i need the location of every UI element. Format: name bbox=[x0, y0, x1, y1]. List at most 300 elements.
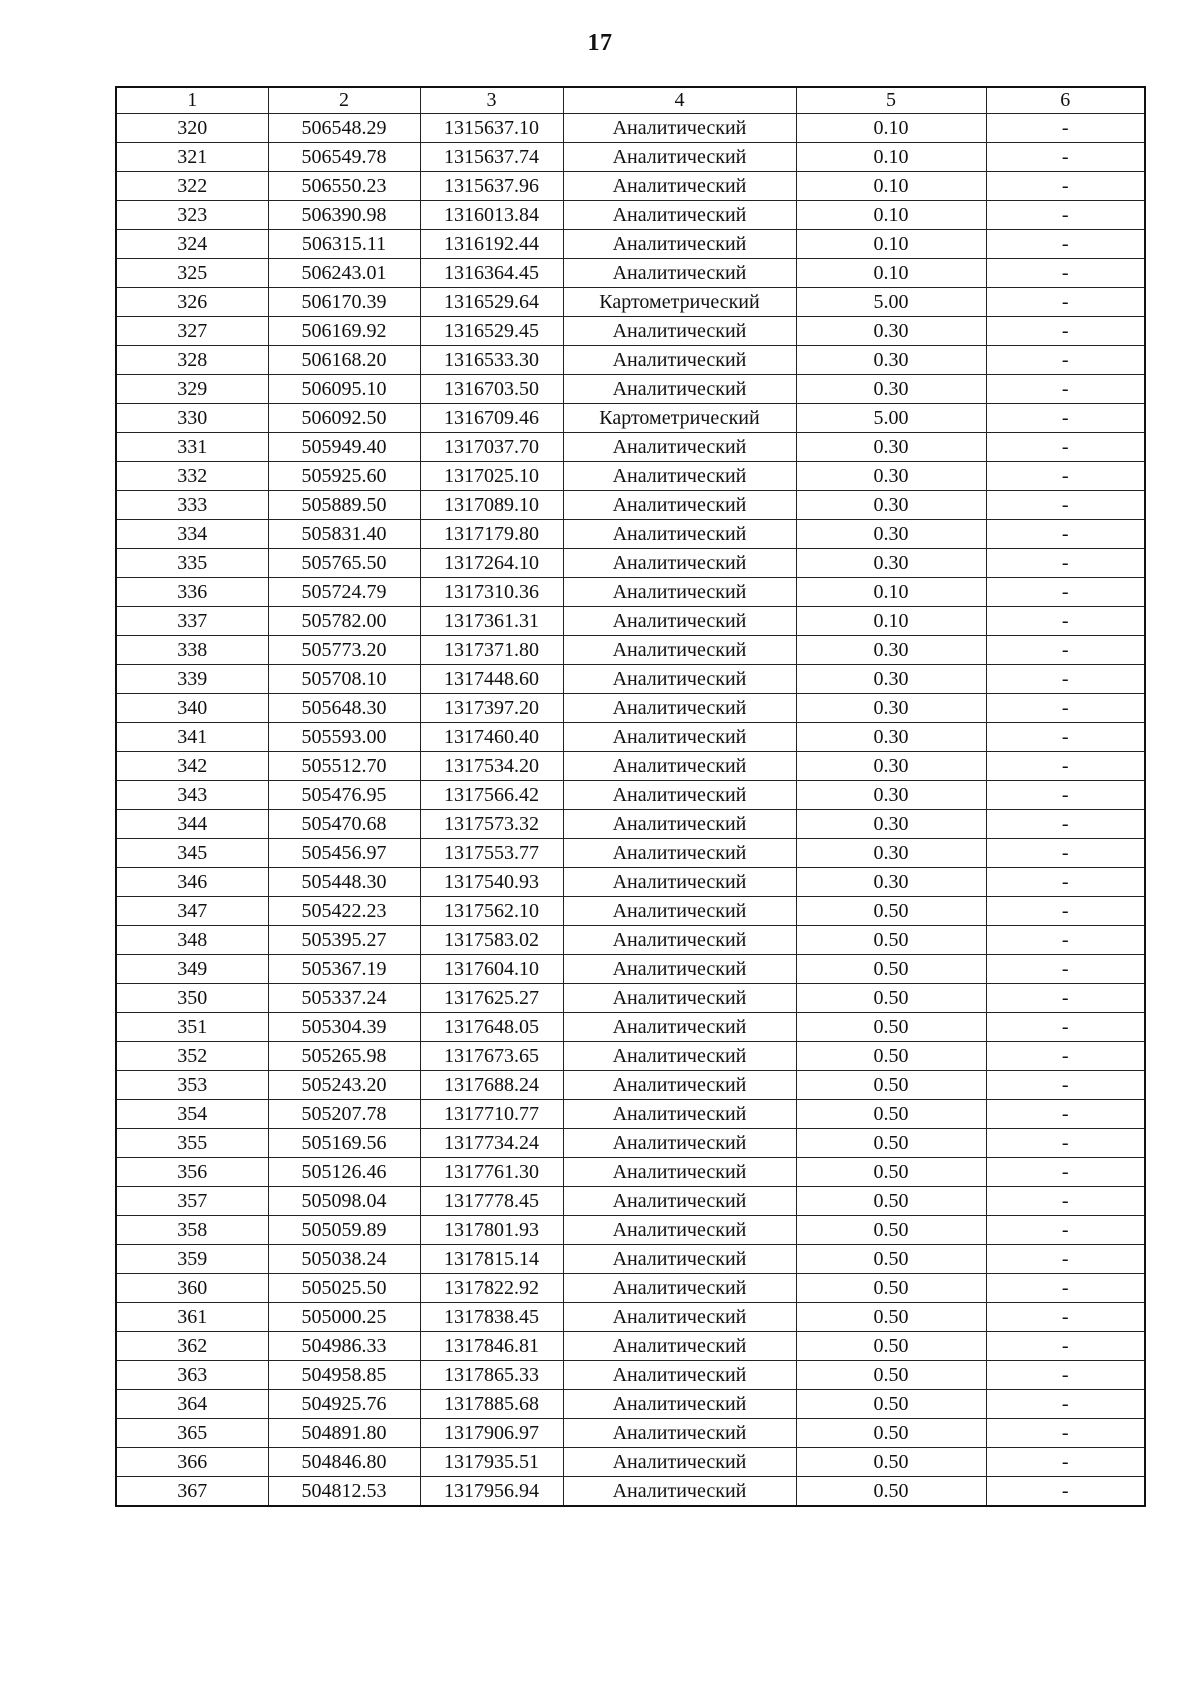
y-coordinate-cell: 1317553.77 bbox=[420, 839, 563, 868]
x-coordinate-cell: 505025.50 bbox=[268, 1274, 420, 1303]
accuracy-cell: 0.10 bbox=[796, 578, 986, 607]
y-coordinate-cell: 1317815.14 bbox=[420, 1245, 563, 1274]
note-cell: - bbox=[986, 810, 1145, 839]
table-row bbox=[116, 346, 1145, 375]
accuracy-cell: 0.30 bbox=[796, 491, 986, 520]
table-row bbox=[116, 1042, 1145, 1071]
point-number-cell: 349 bbox=[116, 955, 268, 984]
page-number: 17 bbox=[587, 30, 613, 56]
y-coordinate-cell: 1315637.74 bbox=[420, 143, 563, 172]
table-row bbox=[116, 984, 1145, 1013]
y-coordinate-cell: 1317025.10 bbox=[420, 462, 563, 491]
note-cell: - bbox=[986, 578, 1145, 607]
method-cell: Аналитический bbox=[563, 346, 796, 375]
accuracy-cell: 0.10 bbox=[796, 259, 986, 288]
table-header bbox=[116, 87, 1145, 114]
x-coordinate-cell: 504891.80 bbox=[268, 1419, 420, 1448]
x-coordinate-cell: 505648.30 bbox=[268, 694, 420, 723]
point-number-cell: 342 bbox=[116, 752, 268, 781]
y-coordinate-cell: 1317460.40 bbox=[420, 723, 563, 752]
note-cell: - bbox=[986, 143, 1145, 172]
point-number-cell: 341 bbox=[116, 723, 268, 752]
table-body bbox=[116, 114, 1145, 1507]
point-number-cell: 357 bbox=[116, 1187, 268, 1216]
note-cell: - bbox=[986, 1361, 1145, 1390]
method-cell: Аналитический bbox=[563, 1013, 796, 1042]
accuracy-cell: 0.30 bbox=[796, 317, 986, 346]
method-cell: Аналитический bbox=[563, 1245, 796, 1274]
note-cell: - bbox=[986, 1245, 1145, 1274]
point-number-cell: 329 bbox=[116, 375, 268, 404]
table-row bbox=[116, 375, 1145, 404]
method-cell: Аналитический bbox=[563, 694, 796, 723]
point-number-cell: 359 bbox=[116, 1245, 268, 1274]
method-cell: Аналитический bbox=[563, 781, 796, 810]
table-row bbox=[116, 1332, 1145, 1361]
point-number-cell: 321 bbox=[116, 143, 268, 172]
y-coordinate-cell: 1317778.45 bbox=[420, 1187, 563, 1216]
note-cell: - bbox=[986, 404, 1145, 433]
accuracy-cell: 0.50 bbox=[796, 1390, 986, 1419]
accuracy-cell: 0.10 bbox=[796, 230, 986, 259]
accuracy-cell: 0.50 bbox=[796, 1448, 986, 1477]
x-coordinate-cell: 505265.98 bbox=[268, 1042, 420, 1071]
note-cell: - bbox=[986, 607, 1145, 636]
point-number-cell: 331 bbox=[116, 433, 268, 462]
note-cell: - bbox=[986, 781, 1145, 810]
x-coordinate-cell: 506550.23 bbox=[268, 172, 420, 201]
note-cell: - bbox=[986, 723, 1145, 752]
point-number-cell: 348 bbox=[116, 926, 268, 955]
x-coordinate-cell: 505395.27 bbox=[268, 926, 420, 955]
table-row bbox=[116, 317, 1145, 346]
method-cell: Аналитический bbox=[563, 1274, 796, 1303]
x-coordinate-cell: 506169.92 bbox=[268, 317, 420, 346]
point-number-cell: 327 bbox=[116, 317, 268, 346]
point-number-cell: 346 bbox=[116, 868, 268, 897]
note-cell: - bbox=[986, 230, 1145, 259]
accuracy-cell: 0.50 bbox=[796, 955, 986, 984]
accuracy-cell: 0.50 bbox=[796, 926, 986, 955]
x-coordinate-cell: 505448.30 bbox=[268, 868, 420, 897]
table-row bbox=[116, 259, 1145, 288]
y-coordinate-cell: 1317935.51 bbox=[420, 1448, 563, 1477]
accuracy-cell: 0.30 bbox=[796, 723, 986, 752]
note-cell: - bbox=[986, 839, 1145, 868]
accuracy-cell: 0.10 bbox=[796, 114, 986, 143]
point-number-cell: 323 bbox=[116, 201, 268, 230]
note-cell: - bbox=[986, 1332, 1145, 1361]
y-coordinate-cell: 1317838.45 bbox=[420, 1303, 563, 1332]
point-number-cell: 325 bbox=[116, 259, 268, 288]
x-coordinate-cell: 505367.19 bbox=[268, 955, 420, 984]
table-row bbox=[116, 1100, 1145, 1129]
table-row bbox=[116, 1158, 1145, 1187]
table-row bbox=[116, 665, 1145, 694]
y-coordinate-cell: 1317037.70 bbox=[420, 433, 563, 462]
table-row bbox=[116, 1187, 1145, 1216]
accuracy-cell: 5.00 bbox=[796, 404, 986, 433]
note-cell: - bbox=[986, 433, 1145, 462]
x-coordinate-cell: 504812.53 bbox=[268, 1477, 420, 1507]
method-cell: Аналитический bbox=[563, 549, 796, 578]
point-number-cell: 336 bbox=[116, 578, 268, 607]
x-coordinate-cell: 505337.24 bbox=[268, 984, 420, 1013]
x-coordinate-cell: 504958.85 bbox=[268, 1361, 420, 1390]
y-coordinate-cell: 1317885.68 bbox=[420, 1390, 563, 1419]
table-row bbox=[116, 143, 1145, 172]
x-coordinate-cell: 506243.01 bbox=[268, 259, 420, 288]
method-cell: Аналитический bbox=[563, 230, 796, 259]
method-cell: Аналитический bbox=[563, 984, 796, 1013]
note-cell: - bbox=[986, 1448, 1145, 1477]
note-cell: - bbox=[986, 549, 1145, 578]
table-row bbox=[116, 201, 1145, 230]
point-number-cell: 367 bbox=[116, 1477, 268, 1507]
accuracy-cell: 0.50 bbox=[796, 897, 986, 926]
header-cell-2: 2 bbox=[268, 87, 420, 114]
point-number-cell: 340 bbox=[116, 694, 268, 723]
x-coordinate-cell: 505708.10 bbox=[268, 665, 420, 694]
y-coordinate-cell: 1317956.94 bbox=[420, 1477, 563, 1507]
x-coordinate-cell: 506315.11 bbox=[268, 230, 420, 259]
x-coordinate-cell: 505059.89 bbox=[268, 1216, 420, 1245]
table-row bbox=[116, 1448, 1145, 1477]
note-cell: - bbox=[986, 955, 1145, 984]
x-coordinate-cell: 505000.25 bbox=[268, 1303, 420, 1332]
note-cell: - bbox=[986, 201, 1145, 230]
method-cell: Аналитический bbox=[563, 1477, 796, 1507]
point-number-cell: 338 bbox=[116, 636, 268, 665]
y-coordinate-cell: 1317566.42 bbox=[420, 781, 563, 810]
table-row bbox=[116, 1477, 1145, 1507]
accuracy-cell: 0.30 bbox=[796, 636, 986, 665]
note-cell: - bbox=[986, 752, 1145, 781]
x-coordinate-cell: 506170.39 bbox=[268, 288, 420, 317]
point-number-cell: 360 bbox=[116, 1274, 268, 1303]
method-cell: Аналитический bbox=[563, 897, 796, 926]
point-number-cell: 358 bbox=[116, 1216, 268, 1245]
x-coordinate-cell: 505098.04 bbox=[268, 1187, 420, 1216]
method-cell: Аналитический bbox=[563, 1187, 796, 1216]
table-row bbox=[116, 578, 1145, 607]
table-row bbox=[116, 955, 1145, 984]
y-coordinate-cell: 1317710.77 bbox=[420, 1100, 563, 1129]
accuracy-cell: 0.50 bbox=[796, 1477, 986, 1507]
point-number-cell: 320 bbox=[116, 114, 268, 143]
point-number-cell: 326 bbox=[116, 288, 268, 317]
method-cell: Аналитический bbox=[563, 259, 796, 288]
table-row bbox=[116, 810, 1145, 839]
y-coordinate-cell: 1317648.05 bbox=[420, 1013, 563, 1042]
point-number-cell: 361 bbox=[116, 1303, 268, 1332]
x-coordinate-cell: 506095.10 bbox=[268, 375, 420, 404]
x-coordinate-cell: 505925.60 bbox=[268, 462, 420, 491]
accuracy-cell: 0.10 bbox=[796, 143, 986, 172]
method-cell: Аналитический bbox=[563, 926, 796, 955]
y-coordinate-cell: 1317573.32 bbox=[420, 810, 563, 839]
point-number-cell: 328 bbox=[116, 346, 268, 375]
point-number-cell: 343 bbox=[116, 781, 268, 810]
accuracy-cell: 0.50 bbox=[796, 1013, 986, 1042]
table-row bbox=[116, 839, 1145, 868]
y-coordinate-cell: 1315637.10 bbox=[420, 114, 563, 143]
accuracy-cell: 0.50 bbox=[796, 1361, 986, 1390]
table-row bbox=[116, 1419, 1145, 1448]
table-row bbox=[116, 1274, 1145, 1303]
x-coordinate-cell: 506549.78 bbox=[268, 143, 420, 172]
y-coordinate-cell: 1317397.20 bbox=[420, 694, 563, 723]
table-row bbox=[116, 694, 1145, 723]
x-coordinate-cell: 505422.23 bbox=[268, 897, 420, 926]
method-cell: Картометрический bbox=[563, 288, 796, 317]
y-coordinate-cell: 1317865.33 bbox=[420, 1361, 563, 1390]
accuracy-cell: 0.50 bbox=[796, 1274, 986, 1303]
accuracy-cell: 0.50 bbox=[796, 1187, 986, 1216]
point-number-cell: 332 bbox=[116, 462, 268, 491]
table-row bbox=[116, 1390, 1145, 1419]
accuracy-cell: 0.30 bbox=[796, 520, 986, 549]
table-row bbox=[116, 1013, 1145, 1042]
table-row bbox=[116, 1216, 1145, 1245]
accuracy-cell: 0.10 bbox=[796, 607, 986, 636]
y-coordinate-cell: 1317822.92 bbox=[420, 1274, 563, 1303]
table-row bbox=[116, 1245, 1145, 1274]
x-coordinate-cell: 505169.56 bbox=[268, 1129, 420, 1158]
method-cell: Аналитический bbox=[563, 607, 796, 636]
note-cell: - bbox=[986, 288, 1145, 317]
table-row bbox=[116, 607, 1145, 636]
method-cell: Аналитический bbox=[563, 172, 796, 201]
table-row bbox=[116, 230, 1145, 259]
y-coordinate-cell: 1317688.24 bbox=[420, 1071, 563, 1100]
accuracy-cell: 0.30 bbox=[796, 839, 986, 868]
y-coordinate-cell: 1317361.31 bbox=[420, 607, 563, 636]
method-cell: Аналитический bbox=[563, 201, 796, 230]
note-cell: - bbox=[986, 636, 1145, 665]
accuracy-cell: 0.50 bbox=[796, 1158, 986, 1187]
x-coordinate-cell: 505889.50 bbox=[268, 491, 420, 520]
accuracy-cell: 0.30 bbox=[796, 781, 986, 810]
point-number-cell: 356 bbox=[116, 1158, 268, 1187]
x-coordinate-cell: 506548.29 bbox=[268, 114, 420, 143]
y-coordinate-cell: 1316529.45 bbox=[420, 317, 563, 346]
note-cell: - bbox=[986, 1187, 1145, 1216]
table-row bbox=[116, 491, 1145, 520]
table-row bbox=[116, 1071, 1145, 1100]
accuracy-cell: 0.50 bbox=[796, 1129, 986, 1158]
method-cell: Аналитический bbox=[563, 1448, 796, 1477]
method-cell: Аналитический bbox=[563, 955, 796, 984]
x-coordinate-cell: 505207.78 bbox=[268, 1100, 420, 1129]
header-cell-1: 1 bbox=[116, 87, 268, 114]
point-number-cell: 333 bbox=[116, 491, 268, 520]
y-coordinate-cell: 1317264.10 bbox=[420, 549, 563, 578]
accuracy-cell: 0.30 bbox=[796, 752, 986, 781]
accuracy-cell: 0.50 bbox=[796, 1303, 986, 1332]
x-coordinate-cell: 506092.50 bbox=[268, 404, 420, 433]
table-row bbox=[116, 1361, 1145, 1390]
note-cell: - bbox=[986, 1390, 1145, 1419]
method-cell: Аналитический bbox=[563, 1361, 796, 1390]
accuracy-cell: 0.50 bbox=[796, 1332, 986, 1361]
y-coordinate-cell: 1317673.65 bbox=[420, 1042, 563, 1071]
method-cell: Аналитический bbox=[563, 839, 796, 868]
x-coordinate-cell: 505831.40 bbox=[268, 520, 420, 549]
method-cell: Аналитический bbox=[563, 636, 796, 665]
method-cell: Аналитический bbox=[563, 1216, 796, 1245]
header-row bbox=[116, 87, 1145, 114]
note-cell: - bbox=[986, 665, 1145, 694]
method-cell: Аналитический bbox=[563, 1042, 796, 1071]
x-coordinate-cell: 505243.20 bbox=[268, 1071, 420, 1100]
x-coordinate-cell: 506168.20 bbox=[268, 346, 420, 375]
header-cell-6: 6 bbox=[986, 87, 1145, 114]
point-number-cell: 344 bbox=[116, 810, 268, 839]
point-number-cell: 322 bbox=[116, 172, 268, 201]
accuracy-cell: 0.50 bbox=[796, 1245, 986, 1274]
method-cell: Аналитический bbox=[563, 1100, 796, 1129]
table-row bbox=[116, 433, 1145, 462]
y-coordinate-cell: 1317371.80 bbox=[420, 636, 563, 665]
x-coordinate-cell: 505470.68 bbox=[268, 810, 420, 839]
method-cell: Аналитический bbox=[563, 1071, 796, 1100]
point-number-cell: 352 bbox=[116, 1042, 268, 1071]
method-cell: Аналитический bbox=[563, 491, 796, 520]
point-number-cell: 354 bbox=[116, 1100, 268, 1129]
point-number-cell: 350 bbox=[116, 984, 268, 1013]
table-row bbox=[116, 897, 1145, 926]
point-number-cell: 366 bbox=[116, 1448, 268, 1477]
x-coordinate-cell: 505512.70 bbox=[268, 752, 420, 781]
method-cell: Аналитический bbox=[563, 810, 796, 839]
table-row bbox=[116, 462, 1145, 491]
note-cell: - bbox=[986, 984, 1145, 1013]
note-cell: - bbox=[986, 1071, 1145, 1100]
x-coordinate-cell: 505476.95 bbox=[268, 781, 420, 810]
accuracy-cell: 0.50 bbox=[796, 1042, 986, 1071]
note-cell: - bbox=[986, 317, 1145, 346]
point-number-cell: 362 bbox=[116, 1332, 268, 1361]
x-coordinate-cell: 505126.46 bbox=[268, 1158, 420, 1187]
point-number-cell: 334 bbox=[116, 520, 268, 549]
table-row bbox=[116, 1129, 1145, 1158]
note-cell: - bbox=[986, 520, 1145, 549]
note-cell: - bbox=[986, 1216, 1145, 1245]
x-coordinate-cell: 505765.50 bbox=[268, 549, 420, 578]
x-coordinate-cell: 505782.00 bbox=[268, 607, 420, 636]
x-coordinate-cell: 504925.76 bbox=[268, 1390, 420, 1419]
y-coordinate-cell: 1317846.81 bbox=[420, 1332, 563, 1361]
point-number-cell: 339 bbox=[116, 665, 268, 694]
coordinates-table bbox=[115, 86, 1146, 1507]
table-row bbox=[116, 723, 1145, 752]
method-cell: Аналитический bbox=[563, 1158, 796, 1187]
y-coordinate-cell: 1317448.60 bbox=[420, 665, 563, 694]
method-cell: Аналитический bbox=[563, 1129, 796, 1158]
note-cell: - bbox=[986, 259, 1145, 288]
table-row bbox=[116, 781, 1145, 810]
method-cell: Аналитический bbox=[563, 520, 796, 549]
y-coordinate-cell: 1317906.97 bbox=[420, 1419, 563, 1448]
note-cell: - bbox=[986, 926, 1145, 955]
y-coordinate-cell: 1317310.36 bbox=[420, 578, 563, 607]
point-number-cell: 330 bbox=[116, 404, 268, 433]
note-cell: - bbox=[986, 868, 1145, 897]
note-cell: - bbox=[986, 694, 1145, 723]
point-number-cell: 337 bbox=[116, 607, 268, 636]
note-cell: - bbox=[986, 114, 1145, 143]
y-coordinate-cell: 1317801.93 bbox=[420, 1216, 563, 1245]
accuracy-cell: 0.30 bbox=[796, 810, 986, 839]
x-coordinate-cell: 505724.79 bbox=[268, 578, 420, 607]
y-coordinate-cell: 1317625.27 bbox=[420, 984, 563, 1013]
point-number-cell: 363 bbox=[116, 1361, 268, 1390]
note-cell: - bbox=[986, 375, 1145, 404]
accuracy-cell: 0.30 bbox=[796, 694, 986, 723]
method-cell: Аналитический bbox=[563, 578, 796, 607]
note-cell: - bbox=[986, 897, 1145, 926]
method-cell: Картометрический bbox=[563, 404, 796, 433]
accuracy-cell: 5.00 bbox=[796, 288, 986, 317]
note-cell: - bbox=[986, 346, 1145, 375]
note-cell: - bbox=[986, 1477, 1145, 1507]
accuracy-cell: 0.30 bbox=[796, 346, 986, 375]
note-cell: - bbox=[986, 1419, 1145, 1448]
note-cell: - bbox=[986, 491, 1145, 520]
accuracy-cell: 0.30 bbox=[796, 375, 986, 404]
y-coordinate-cell: 1317734.24 bbox=[420, 1129, 563, 1158]
method-cell: Аналитический bbox=[563, 665, 796, 694]
point-number-cell: 351 bbox=[116, 1013, 268, 1042]
method-cell: Аналитический bbox=[563, 1390, 796, 1419]
y-coordinate-cell: 1316013.84 bbox=[420, 201, 563, 230]
point-number-cell: 347 bbox=[116, 897, 268, 926]
method-cell: Аналитический bbox=[563, 723, 796, 752]
y-coordinate-cell: 1316703.50 bbox=[420, 375, 563, 404]
accuracy-cell: 0.30 bbox=[796, 868, 986, 897]
table-row bbox=[116, 1303, 1145, 1332]
y-coordinate-cell: 1316364.45 bbox=[420, 259, 563, 288]
y-coordinate-cell: 1316709.46 bbox=[420, 404, 563, 433]
table-row bbox=[116, 868, 1145, 897]
point-number-cell: 353 bbox=[116, 1071, 268, 1100]
method-cell: Аналитический bbox=[563, 868, 796, 897]
y-coordinate-cell: 1317604.10 bbox=[420, 955, 563, 984]
method-cell: Аналитический bbox=[563, 1303, 796, 1332]
table-row bbox=[116, 114, 1145, 143]
y-coordinate-cell: 1316533.30 bbox=[420, 346, 563, 375]
x-coordinate-cell: 504846.80 bbox=[268, 1448, 420, 1477]
accuracy-cell: 0.30 bbox=[796, 462, 986, 491]
accuracy-cell: 0.10 bbox=[796, 201, 986, 230]
table-row bbox=[116, 520, 1145, 549]
table-row bbox=[116, 752, 1145, 781]
accuracy-cell: 0.30 bbox=[796, 665, 986, 694]
header-cell-3: 3 bbox=[420, 87, 563, 114]
x-coordinate-cell: 506390.98 bbox=[268, 201, 420, 230]
y-coordinate-cell: 1317583.02 bbox=[420, 926, 563, 955]
table-row bbox=[116, 288, 1145, 317]
accuracy-cell: 0.50 bbox=[796, 1419, 986, 1448]
accuracy-cell: 0.50 bbox=[796, 1071, 986, 1100]
point-number-cell: 335 bbox=[116, 549, 268, 578]
x-coordinate-cell: 505593.00 bbox=[268, 723, 420, 752]
note-cell: - bbox=[986, 1303, 1145, 1332]
note-cell: - bbox=[986, 1129, 1145, 1158]
y-coordinate-cell: 1316192.44 bbox=[420, 230, 563, 259]
y-coordinate-cell: 1317562.10 bbox=[420, 897, 563, 926]
